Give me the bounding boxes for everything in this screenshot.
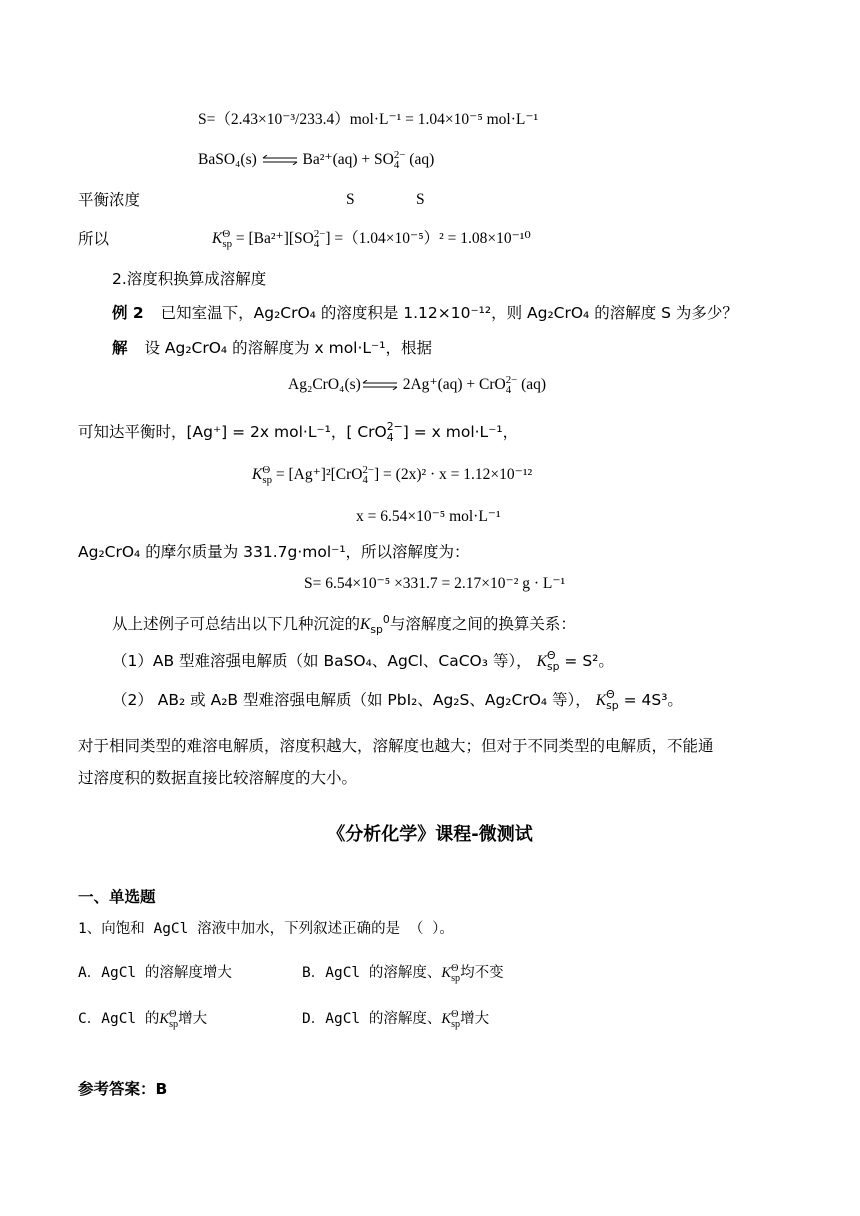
x-value: x = 6.54×10⁻⁵ mol·L⁻¹ — [356, 508, 501, 525]
ksp2-sub: 4 — [362, 474, 368, 487]
option-b-text: B．AgCl 的溶解度、 — [302, 965, 442, 981]
ksp-expr-b: ] =（1.04×10⁻⁵）² = 1.08×10⁻¹⁰ — [325, 230, 531, 247]
reference-answer: 参考答案：B — [78, 1080, 168, 1098]
example-2-text: 已知室温下，Ag₂CrO₄ 的溶度积是 1.12×10⁻¹²，则 Ag₂CrO₄ 的溶解度 S 为多少？ — [160, 304, 738, 322]
molar-mass-line: Ag₂CrO₄ 的摩尔质量为 331.7g·mol⁻¹，所以溶解度为： — [78, 543, 470, 561]
example-2-label: 例 2 — [112, 304, 144, 322]
baso4-equation — [198, 149, 434, 171]
ksp-expression — [212, 228, 531, 250]
baso4-right-c: (aq) — [409, 151, 435, 168]
ksp-ag2cro4 — [252, 464, 532, 486]
cro4-charge: 2− — [505, 373, 518, 386]
option-b-tail: 均不变 — [460, 965, 504, 981]
relation-1 — [112, 650, 614, 673]
solution-label: 解 — [112, 339, 128, 357]
ksp-k: K — [252, 466, 263, 483]
relation-1-result: = S²。 — [564, 652, 614, 670]
ksp2-b: ] = (2x)² · x = 1.12×10⁻¹² — [374, 466, 533, 483]
relation-2 — [112, 689, 683, 712]
quiz-title: 《分析化学》课程-微测试 — [327, 824, 533, 845]
solution — [112, 337, 432, 359]
ksp-sub: sp — [262, 474, 272, 487]
equilibrium-arrow-icon — [361, 380, 399, 390]
eq-conc-s1: S — [346, 191, 355, 208]
ag2cro4-right-b: (aq) — [521, 376, 547, 393]
solubility-result: S= 6.54×10⁻⁵ ×331.7 = 2.17×10⁻² g · L⁻¹ — [304, 575, 566, 592]
option-b[interactable] — [302, 962, 504, 984]
ksp-k: K — [441, 965, 452, 981]
ksp-expr-a: = [Ba²⁺][SO — [235, 230, 314, 247]
ksp-theta: Θ — [451, 1008, 459, 1020]
option-c[interactable] — [78, 1008, 207, 1030]
ksp-k: K — [536, 653, 547, 670]
ksp-theta: Θ — [169, 1008, 177, 1020]
so-label: 所以 — [78, 230, 110, 248]
ksp-sub: sp — [546, 659, 560, 673]
ksp2-a: = [Ag⁺]²[CrO — [275, 466, 363, 483]
reach-b: ] = x mol·L⁻¹， — [402, 423, 519, 441]
ksp-k: K — [159, 1011, 170, 1027]
eq-conc-label: 平衡浓度 — [78, 191, 141, 209]
option-c-text: C．AgCl 的 — [78, 1011, 160, 1027]
ksp-sub: sp — [451, 972, 461, 984]
option-d-text: D．AgCl 的溶解度、 — [302, 1011, 442, 1027]
ksp-expr-sub: 4 — [313, 238, 320, 251]
ksp-theta: Θ — [451, 962, 459, 974]
relation-2-text: （2） AB₂ 或 A₂B 型难溶强电解质（如 PbI₂、Ag₂S、Ag₂CrO₄ 等）， — [112, 691, 591, 709]
conclusion-line-2: 过溶度积的数据直接比较溶解度的大小。 — [78, 769, 358, 787]
relation-2-result: = 4S³。 — [623, 691, 683, 709]
ksp-sub: sp — [606, 698, 619, 712]
relation-1-text: （1）AB 型难溶强电解质（如 BaSO₄、AgCl、CaCO₃ 等）， — [112, 652, 532, 670]
conclusion-line-1: 对于相同类型的难溶电解质，溶度积越大，溶解度也越大；但对于不同类型的电解质，不能通 — [78, 737, 714, 755]
summary-ksp-sub: sp — [370, 623, 383, 637]
ksp-theta: Θ — [546, 648, 556, 662]
ksp-expr-sup: 2− — [313, 227, 326, 240]
ksp-k: K — [441, 1011, 452, 1027]
baso4-right-b: SO — [374, 151, 394, 168]
reach-a: 可知达平衡时，[Ag⁺] = 2x mol·L⁻¹，[ CrO — [78, 423, 387, 441]
ksp-theta: Θ — [222, 227, 231, 240]
ksp-theta: Θ — [262, 463, 271, 476]
quiz-section-heading: 一、单选题 — [78, 888, 156, 906]
summary-a: 从上述例子可总结出以下几种沉淀的 — [112, 615, 361, 633]
baso4-left: BaSO₄(s) — [198, 151, 257, 168]
summary-ksp-sup: 0 — [382, 612, 390, 626]
option-c-tail: 增大 — [178, 1011, 208, 1027]
reach-sub: 4 — [386, 430, 394, 444]
option-d-tail: 增大 — [460, 1011, 490, 1027]
example-2 — [112, 302, 738, 324]
so4-charge: 2− — [393, 148, 406, 161]
cro4-sub: 4 — [505, 384, 512, 397]
baso4-right-a: Ba²⁺(aq) + — [302, 151, 371, 168]
reach-sup: 2− — [386, 419, 403, 433]
summary-ksp-k: K — [360, 616, 371, 633]
eq-conc-s2: S — [416, 191, 425, 208]
ag2cro4-left: Ag₂CrO₄(s) — [288, 376, 361, 393]
option-d[interactable] — [302, 1008, 489, 1030]
ksp-sub: sp — [451, 1018, 461, 1030]
ksp-theta: Θ — [606, 687, 615, 701]
summary-b: 与溶解度之间的换算关系： — [389, 615, 576, 633]
ag2cro4-right-a: 2Ag⁺(aq) + CrO — [402, 376, 506, 393]
summary-line — [112, 613, 576, 636]
ag2cro4-equation — [288, 374, 546, 396]
ksp2-sup: 2− — [362, 463, 374, 476]
equilibrium-conc-line — [78, 421, 518, 443]
so4-sub: 4 — [393, 159, 400, 172]
ksp-k: K — [595, 692, 607, 709]
equilibrium-arrow-icon — [261, 155, 299, 165]
solution-text: 设 Ag₂CrO₄ 的溶解度为 x mol·L⁻¹，根据 — [144, 339, 432, 357]
section-2-heading: 2.溶度积换算成溶解度 — [112, 270, 267, 288]
ksp-sub: sp — [169, 1018, 179, 1030]
ksp-sub: sp — [222, 238, 232, 251]
ksp-k: K — [212, 230, 223, 247]
option-a[interactable]: A．AgCl 的溶解度增大 — [78, 965, 232, 981]
quiz-question: 1、向饱和 AgCl 溶液中加水，下列叙述正确的是 （ ）。 — [78, 921, 454, 937]
solubility-calc-line: S=（2.43×10⁻³/233.4）mol·L⁻¹ = 1.04×10⁻⁵ mol·L⁻¹ — [198, 111, 539, 128]
